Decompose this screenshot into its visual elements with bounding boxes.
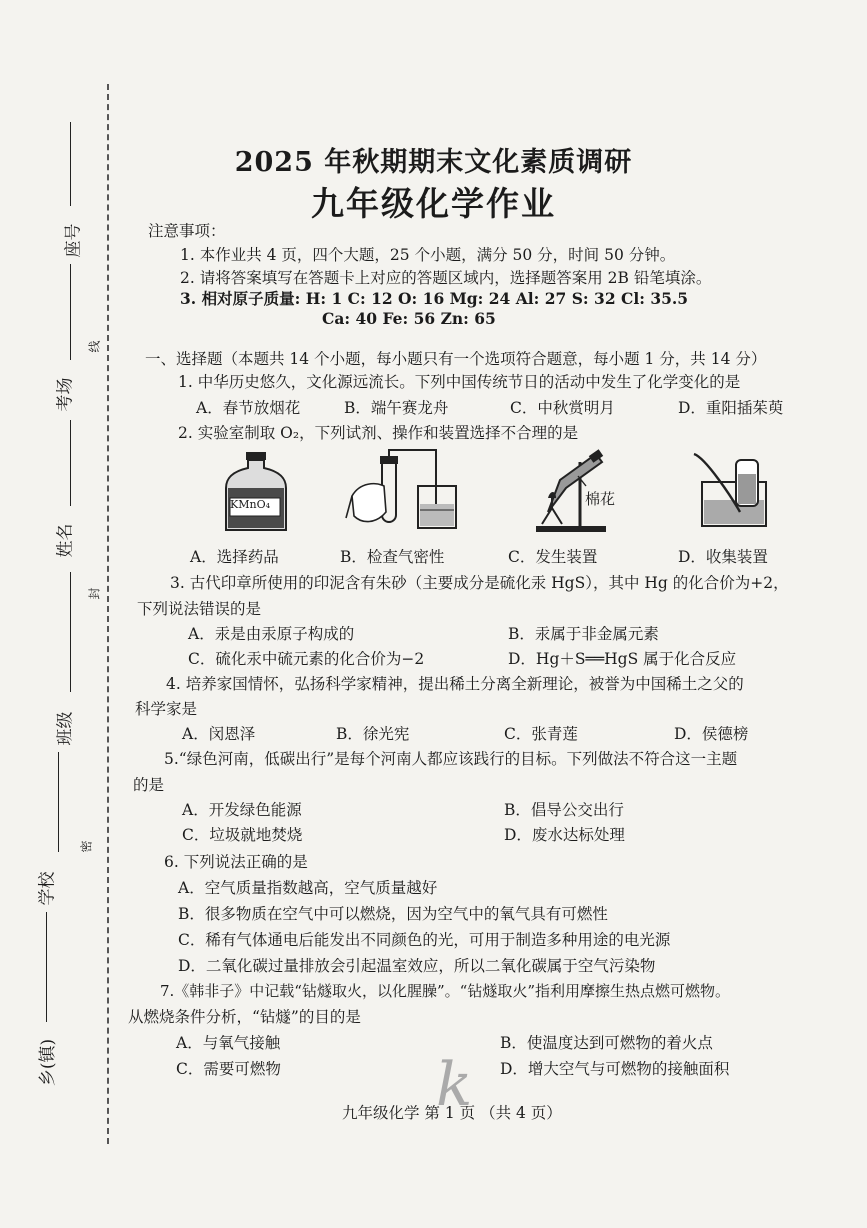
notes-item-1: 1. 本作业共 4 页，四个大题，25 个小题，满分 50 分，时间 50 分钟。 bbox=[180, 246, 676, 264]
q2-option-a[interactable]: A．选择药品 bbox=[190, 548, 279, 566]
q3-stem-line1: 3. 古代印章所使用的印泥含有朱砂（主要成分是硫化汞 HgS），其中 Hg 的化合价为+2， bbox=[170, 574, 789, 592]
q7-option-d[interactable]: D．增大空气与可燃物的接触面积 bbox=[500, 1060, 730, 1078]
town-label: 乡(镇) bbox=[38, 1038, 59, 1087]
q2-option-d[interactable]: D．收集装置 bbox=[678, 548, 768, 566]
q1-option-c[interactable]: C．中秋赏明月 bbox=[510, 399, 615, 417]
q7-option-b[interactable]: B．使温度达到可燃物的着火点 bbox=[500, 1034, 713, 1052]
exam-title: 2025 年秋期期末文化素质调研 bbox=[234, 147, 633, 178]
airtightness-check-figure bbox=[350, 452, 460, 534]
exam-subtitle: 九年级化学作业 bbox=[311, 184, 556, 223]
q5-option-b[interactable]: B．倡导公交出行 bbox=[504, 801, 624, 819]
q3-option-b[interactable]: B．汞属于非金属元素 bbox=[508, 625, 659, 643]
q4-stem-line2: 科学家是 bbox=[135, 700, 198, 718]
town-field[interactable] bbox=[46, 912, 48, 1022]
notes-item-2: 2. 请将答案填写在答题卡上对应的答题区域内，选择题答案用 2B 铅笔填涂。 bbox=[180, 269, 712, 287]
binding-mark-seal: 封 bbox=[87, 587, 102, 600]
page-footer: 九年级化学 第 1 页 （共 4 页） bbox=[342, 1104, 562, 1122]
q1-option-a[interactable]: A．春节放烟花 bbox=[196, 399, 301, 417]
q7-stem-line2: 从燃烧条件分析，“钻燧”的目的是 bbox=[128, 1008, 361, 1026]
q3-stem-line2: 下列说法错误的是 bbox=[137, 600, 262, 618]
q3-option-d[interactable]: D．Hg＋S══HgS 属于化合反应 bbox=[508, 650, 737, 668]
q7-stem-line1: 7.《韩非子》中记载“钻燧取火，以化腥臊”。“钻燧取火”指利用摩擦生热点燃可燃物。 bbox=[160, 982, 730, 1000]
gas-collection-figure bbox=[692, 452, 772, 534]
name-label: 姓名 bbox=[55, 523, 76, 558]
q4-option-b[interactable]: B．徐光宪 bbox=[336, 725, 410, 743]
q6-option-b[interactable]: B．很多物质在空气中可以燃烧，因为空气中的氧气具有可燃性 bbox=[178, 905, 608, 923]
kmno4-bottle-label: KMnO₄ bbox=[230, 498, 270, 511]
binding-dashed-line bbox=[107, 84, 109, 1144]
q3-option-c[interactable]: C．硫化汞中硫元素的化合价为−2 bbox=[188, 650, 425, 668]
q6-option-d[interactable]: D．二氧化碳过量排放会引起温室效应，所以二氧化碳属于空气污染物 bbox=[178, 957, 656, 975]
seat-label: 座号 bbox=[63, 223, 84, 258]
handwritten-mark: k bbox=[436, 1050, 473, 1120]
cotton-label: 棉花 bbox=[585, 490, 616, 508]
notes-heading: 注意事项： bbox=[148, 222, 226, 240]
notes-item-3-cont: Ca: 40 Fe: 56 Zn: 65 bbox=[322, 309, 496, 328]
exam-room-field[interactable] bbox=[70, 264, 72, 360]
exam-room-label: 考场 bbox=[55, 377, 76, 412]
q4-stem-line1: 4. 培养家国情怀，弘扬科学家精神，提出稀土分离全新理论，被誉为中国稀土之父的 bbox=[166, 675, 744, 693]
q5-option-a[interactable]: A．开发绿色能源 bbox=[182, 801, 302, 819]
q2-option-c[interactable]: C．发生装置 bbox=[508, 548, 598, 566]
school-label: 学校 bbox=[37, 871, 58, 906]
q5-option-d[interactable]: D．废水达标处理 bbox=[504, 826, 625, 844]
q1-stem: 1. 中华历史悠久，文化源远流长。下列中国传统节日的活动中发生了化学变化的是 bbox=[178, 373, 741, 391]
q2-option-b[interactable]: B．检查气密性 bbox=[340, 548, 445, 566]
q4-option-a[interactable]: A．闵恩泽 bbox=[182, 725, 256, 743]
reagent-bottle-figure bbox=[222, 452, 290, 534]
q5-stem-line1: 5.“绿色河南，低碳出行”是每个河南人都应该践行的目标。下列做法不符合这一主题 bbox=[164, 750, 738, 768]
notes-item-3: 3. 相对原子质量: H: 1 C: 12 O: 16 Mg: 24 Al: 27 S: 32 Cl: 35.5 bbox=[180, 289, 689, 308]
q6-option-c[interactable]: C．稀有气体通电后能发出不同颜色的光，可用于制造多种用途的电光源 bbox=[178, 931, 671, 949]
binding-mark-secret: 密 bbox=[79, 840, 94, 853]
q5-option-c[interactable]: C．垃圾就地焚烧 bbox=[182, 826, 303, 844]
binding-mark-line: 线 bbox=[87, 340, 102, 353]
q1-option-d[interactable]: D．重阳插茱萸 bbox=[678, 399, 784, 417]
q2-stem: 2. 实验室制取 O₂，下列试剂、操作和装置选择不合理的是 bbox=[178, 424, 579, 442]
name-field[interactable] bbox=[70, 420, 72, 506]
q4-option-d[interactable]: D．侯德榜 bbox=[674, 725, 749, 743]
school-field[interactable] bbox=[58, 752, 60, 852]
q4-option-c[interactable]: C．张青莲 bbox=[504, 725, 578, 743]
class-field[interactable] bbox=[70, 572, 72, 692]
class-label: 班级 bbox=[55, 711, 76, 746]
q6-stem: 6. 下列说法正确的是 bbox=[164, 853, 308, 871]
q1-option-b[interactable]: B．端午赛龙舟 bbox=[344, 399, 449, 417]
q7-option-a[interactable]: A．与氧气接触 bbox=[176, 1034, 281, 1052]
q5-stem-line2: 的是 bbox=[133, 776, 165, 794]
q3-option-a[interactable]: A．汞是由汞原子构成的 bbox=[188, 625, 355, 643]
q7-option-c[interactable]: C．需要可燃物 bbox=[176, 1060, 281, 1078]
q6-option-a[interactable]: A．空气质量指数越高，空气质量越好 bbox=[178, 879, 438, 897]
section1-heading: 一、选择题（本题共 14 个小题，每小题只有一个选项符合题意，每小题 1 分，共 14 分） bbox=[145, 350, 767, 368]
